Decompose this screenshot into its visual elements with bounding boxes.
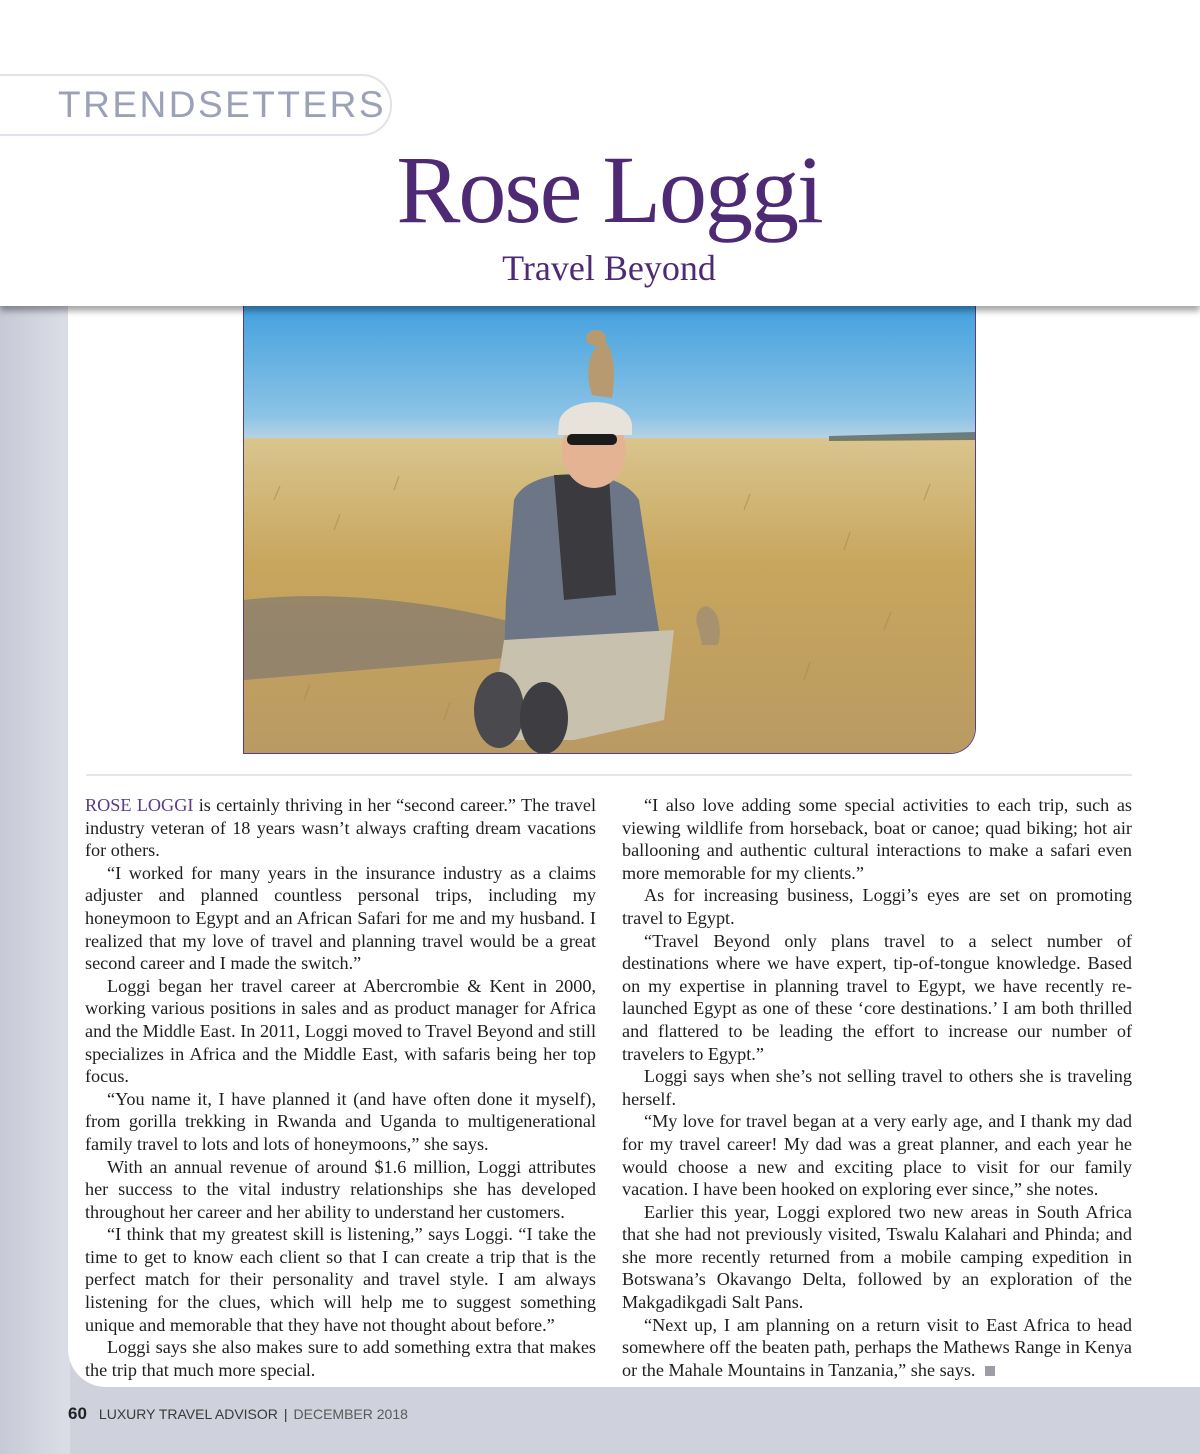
article-title: Rose Loggi [396,136,822,243]
article-column-left [85,794,596,1381]
paragraph: Loggi says she also makes sure to add something extra that makes the trip that much more special. [85,1337,596,1380]
lead-text: is certainly thriving in her “second career.” The travel industry veteran of 18 years wasn’t always crafting dream vacations for others. [85,795,596,861]
paragraph: “You name it, I have planned it (and have often done it myself), from gorilla trekking in Rwanda and Uganda to multigenerational family travel to lots and lots of honeymoons,” she says. [85,1088,596,1154]
final-paragraph-text: “Next up, I am planning on a return visit to East Africa to head somewhere off the beaten path, perhaps the Mathews Range in Kenya or the Mahale Mountains in Tanzania,” she says. [622,1314,1132,1380]
paragraph [85,794,596,862]
paragraph: Loggi began her travel career at Abercrombie & Kent in 2000, working various positions in sales and as product manager for Africa and the Middle East. In 2011, Loggi moved to Travel Beyond and still specializes in Africa and the Middle East, with safaris being her top focus. [85,975,596,1087]
paragraph: “My love for travel began at a very early age, and I thank my dad for my travel career! My dad was a great planner, and each year he would choose a new and exciting place to visit for our family vacation. I have been hooked on exploring ever since,” she notes. [622,1111,1132,1200]
paragraph [622,1314,1132,1382]
publication-name: LUXURY TRAVEL ADVISOR [98,1406,278,1422]
divider [86,774,1132,776]
footer-separator: | [283,1406,288,1422]
paragraph: “I also love adding some special activities to each trip, such as viewing wildlife from horseback, boat or canoe; quad biking; hot air ballooning and authentic cultural interactions to make a safari even more memorable for my clients.” [622,795,1132,883]
feature-photo [243,300,976,754]
safari-photo-illustration [244,300,975,753]
article-column-right [622,794,1132,1381]
header-band [0,0,1200,306]
paragraph: As for increasing business, Loggi’s eyes are set on promoting travel to Egypt. [622,885,1132,928]
end-mark-icon [985,1366,995,1376]
paragraph: With an annual revenue of around $1.6 million, Loggi attributes her success to the vital industry relationships she has developed throughout her career and her ability to understand her customers. [85,1156,596,1222]
paragraph: “Travel Beyond only plans travel to a select number of destinations where we have expert, tip-of-tongue knowledge. Based on my expertise in planning travel to Egypt, we have recently re-launched Egypt as one of these ‘core destinations.’ I am both thrilled and flattered to be leading the effort to increase our number of travelers to Egypt.” [622,930,1132,1064]
lead-in: ROSE LOGGI [85,795,194,815]
paragraph: “I think that my greatest skill is listening,” says Loggi. “I take the time to get to know each client so that I can create a trip that is the perfect match for their personality and travel style. I am always listening for the clues, which will help me to suggest something unique and memorable that they have not thought about before.” [85,1224,596,1335]
issue-date: DECEMBER 2018 [293,1406,408,1422]
page-number: 60 [68,1404,87,1423]
paragraph: Earlier this year, Loggi explored two new areas in South Africa that she had not previously visited, Tswalu Kalahari and Phinda; and she more recently returned from a mobile camping expedition in Botswana’s Okavango Delta, followed by an exploration of the Makgadikgadi Salt Pans. [622,1201,1132,1313]
page-side-shade [0,305,70,1454]
article-subtitle: Travel Beyond [502,248,716,288]
page-footer [68,1404,408,1424]
paragraph: Loggi says when she’s not selling travel to others she is traveling herself. [622,1066,1132,1109]
section-label: TRENDSETTERS [58,84,387,125]
paragraph: “I worked for many years in the insurance industry as a claims adjuster and planned countless personal trips, including my honeymoon to Egypt and an African Safari for me and my husband. I realized that my love of travel and planning travel would be a great second career and I made the switch.” [85,862,596,974]
